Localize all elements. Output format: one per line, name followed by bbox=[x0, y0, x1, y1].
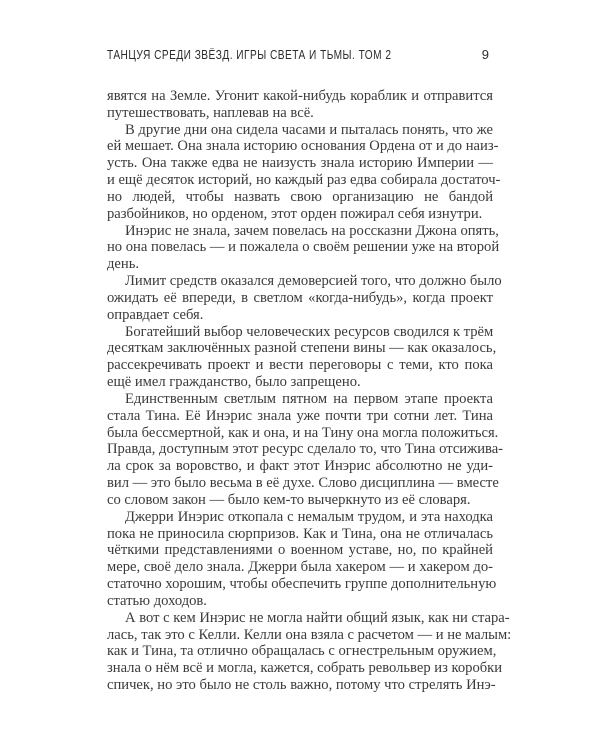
text-line: явятся на Земле. Угонит какой-нибудь кораблик и отправится bbox=[107, 88, 493, 104]
text-line: ла срок за воровство, и факт этот Инэрис абсолютно не уди- bbox=[107, 458, 493, 475]
text-line: статью доходов. bbox=[107, 592, 207, 609]
text-line: со словом закон — было кем-то вычеркнуто из её словаря. bbox=[107, 491, 471, 508]
running-header bbox=[107, 47, 493, 67]
paragraph bbox=[107, 222, 500, 273]
text-line: как и Тина, та отлично обращалась с огнестрельным оружием, bbox=[107, 643, 497, 660]
text-line: А вот с кем Инэрис не могла найти общий язык, как ни стара- bbox=[125, 609, 510, 626]
paragraph bbox=[107, 508, 497, 610]
text-line: Джерри Инэрис откопала с немалым трудом, и эта находка bbox=[125, 508, 493, 525]
paragraph bbox=[107, 390, 504, 509]
text-line: Лимит средств оказался демоверсией того, что должно было bbox=[125, 273, 502, 290]
text-line: Инэрис не знала, зачем повелась на россказни Джона опять, bbox=[125, 222, 499, 239]
text-line: Правда, доступным этот ресурс сделало то, что Тина отсижива- bbox=[107, 441, 504, 458]
text-line: была бессмертной, как и она, и на Тину она могла положиться. bbox=[107, 424, 499, 441]
paragraph bbox=[107, 88, 493, 122]
text-line: усть. Она также едва не наизусть знала историю Империи — bbox=[107, 155, 493, 172]
text-line: рассекречивать проект и вести переговоры с теми, кто пока bbox=[107, 357, 493, 374]
text-line: но людей, чтобы назвать свою организацию не бандой bbox=[107, 188, 493, 205]
page-body-text bbox=[107, 88, 512, 694]
text-line: разбойников, но орденом, этот орден пожирал себя изнутри. bbox=[107, 205, 483, 222]
text-line: чёткими представлениями о военном уставе, но, по крайней bbox=[107, 542, 493, 559]
text-line: ожидать её впереди, в светлом «когда-нибудь», когда проект bbox=[107, 289, 493, 306]
text-line: мере, своё дело знала. Джерри была хакером — и хакером до- bbox=[107, 559, 493, 576]
text-line: стала Тина. Её Инэрис знала уже почти три сотни лет. Тина bbox=[107, 407, 493, 424]
text-line: ещё имел гражданство, было запрещено. bbox=[107, 374, 361, 391]
text-line: пока не приносила сюрпризов. Как и Тина, она не отличалась bbox=[107, 525, 493, 542]
page-number: 9 bbox=[481, 47, 489, 62]
running-title: ТАНЦУЯ СРЕДИ ЗВЁЗД. ИГРЫ СВЕТА И ТЬМЫ. ТОМ 2 bbox=[107, 47, 392, 62]
paragraph bbox=[107, 121, 501, 223]
paragraph bbox=[107, 609, 512, 694]
text-line: и ещё десяток историй, но каждый раз едва собирала достаточ- bbox=[107, 172, 501, 189]
text-line: но она повелась — и пожалела о своём решении уже на второй bbox=[107, 239, 500, 256]
text-line: вил — это было весьма в её духе. Слово дисциплина — вместе bbox=[107, 475, 499, 492]
text-line: день. bbox=[107, 256, 140, 273]
text-line: оправдает себя. bbox=[107, 306, 204, 323]
text-line: лась, так это с Келли. Келли она взяла с расчетом — и не малым: bbox=[107, 626, 512, 643]
text-line: статочно хорошим, чтобы обеспечить группе дополнительную bbox=[107, 576, 497, 593]
text-line: спичек, но это было не столь важно, потому что стрелять Инэ- bbox=[107, 676, 496, 693]
text-line: десяткам заключённых разной степени вины — как оказалось, bbox=[107, 340, 497, 357]
text-line: Единственным светлым пятном на первом этапе проекта bbox=[125, 390, 493, 407]
text-line: ей мешает. Она знала историю основания Ордена от и до наиз- bbox=[107, 138, 499, 155]
text-line: знала о нём всё и могла, кажется, собрать револьвер из коробки bbox=[107, 660, 503, 677]
text-line: путешествовать, наплевав на всё. bbox=[107, 104, 314, 121]
paragraph bbox=[107, 273, 502, 323]
paragraph bbox=[107, 323, 497, 391]
text-line: Богатейший выбор человеческих ресурсов сводился к трём bbox=[125, 323, 494, 340]
text-line: В другие дни она сидела часами и пыталась понять, что же bbox=[125, 121, 493, 138]
